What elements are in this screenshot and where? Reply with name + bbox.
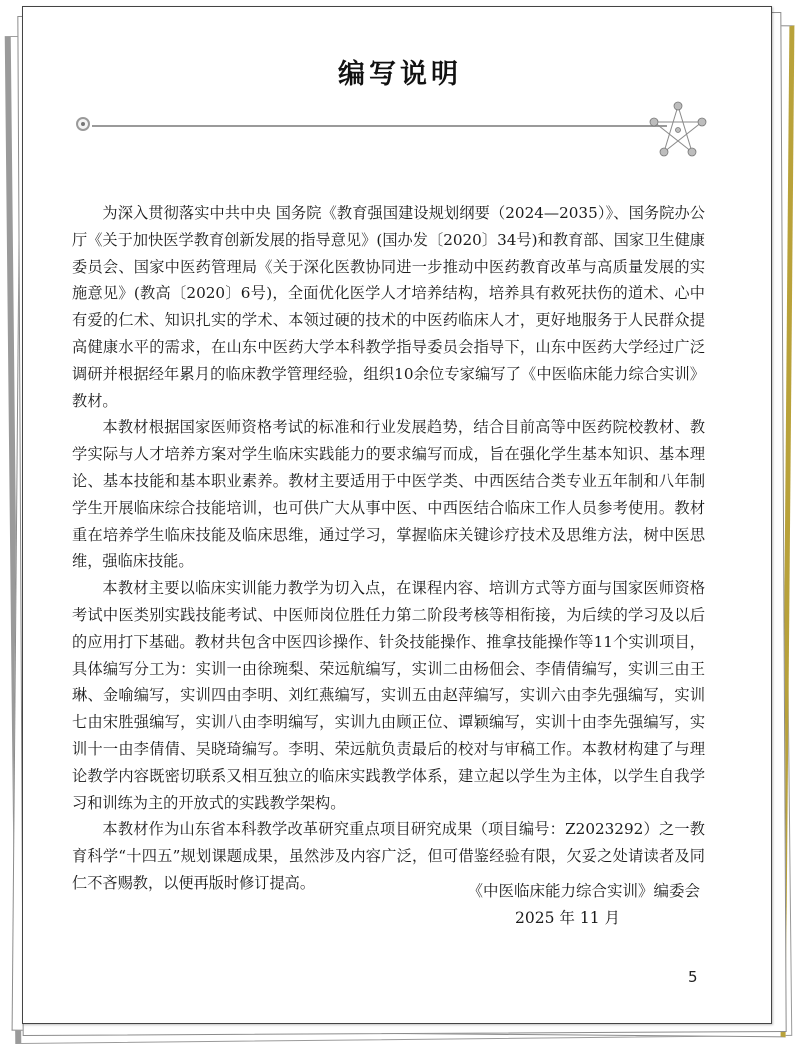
constellation-ornament-icon <box>648 100 708 160</box>
header-divider <box>92 125 667 127</box>
paragraph: 本教材作为山东省本科教学改革研究重点项目研究成果（项目编号：Z2023292）之一教育科学“十四五”规划课题成果，虽然涉及内容广泛，但可借鉴经验有限，欠妥之处请读者及同仁不吝赐教，以便再版时修订提高。 <box>72 820 705 892</box>
preface-body <box>72 200 705 897</box>
page-title: 编写说明 <box>338 59 462 90</box>
committee-name: 《中医临床能力综合实训》编委会 <box>467 882 700 900</box>
signature-block <box>420 878 700 932</box>
circle-dot-icon <box>76 117 90 131</box>
paragraph: 为深入贯彻落实中共中央 国务院《教育强国建设规划纲要（2024—2035）》、国务院办公厅《关于加快医学教育创新发展的指导意见》(国办发〔2020〕34号)和教育部、国家卫生健康委员会、国家中医药管理局《关于深化医教协同进一步推动中医药教育改革与高质量发展的实施意见》(教高〔2020〕6号)，全面优化医学人才培养结构，培养具有救死扶伤的道术、心中有爱的仁术、知识扎实的学术、本领过硬的技术的中医药临床人才，更好地服务于人民群众提高健康水平的需求，在山东中医药大学本科教学指导委员会指导下，山东中医药大学经过广泛调研并根据经年累月的临床教学管理经验，组织10余位专家编写了《中医临床能力综合实训》教材。 <box>72 204 705 410</box>
page-number: 5 <box>688 968 698 986</box>
paragraph: 本教材根据国家医师资格考试的标准和行业发展趋势，结合目前高等中医药院校教材、教学实际与人才培养方案对学生临床实践能力的要求编写而成，旨在强化学生基本知识、基本理论、基本技能和基本职业素养。教材主要适用于中医学类、中西医结合类专业五年制和八年制学生开展临床综合技能培训，也可供广大从事中医、中西医结合临床工作人员参考使用。教材重在培养学生临床技能及临床思维，通过学习，掌握临床关键诊疗技术及思维方法，树中医思维，强临床技能。 <box>72 418 705 571</box>
signature-date: 2025 年 11 月 <box>515 909 620 927</box>
paragraph: 本教材主要以临床实训能力教学为切入点，在课程内容、培训方式等方面与国家医师资格考试中医类别实践技能考试、中医师岗位胜任力第二阶段考核等相衔接，为后续的学习及以后的应用打下基础。教材共包含中医四诊操作、针灸技能操作、推拿技能操作等11个实训项目，具体编写分工为：实训一由徐琬梨、荣远航编写，实训二由杨佃会、李倩倩编写，实训三由王琳、金喻编写，实训四由李明、刘红燕编写，实训五由赵萍编写，实训六由李先强编写，实训七由宋胜强编写，实训八由李明编写，实训九由顾正位、谭颖编写，实训十由李先强编写，实训十一由李倩倩、吴晓琦编写。李明、荣远航负责最后的校对与审稿工作。本教材构建了与理论教学内容既密切联系又相互独立的临床实践教学体系，建立起以学生为主体，以学生自我学习和训练为主的开放式的实践教学架构。 <box>72 579 705 812</box>
